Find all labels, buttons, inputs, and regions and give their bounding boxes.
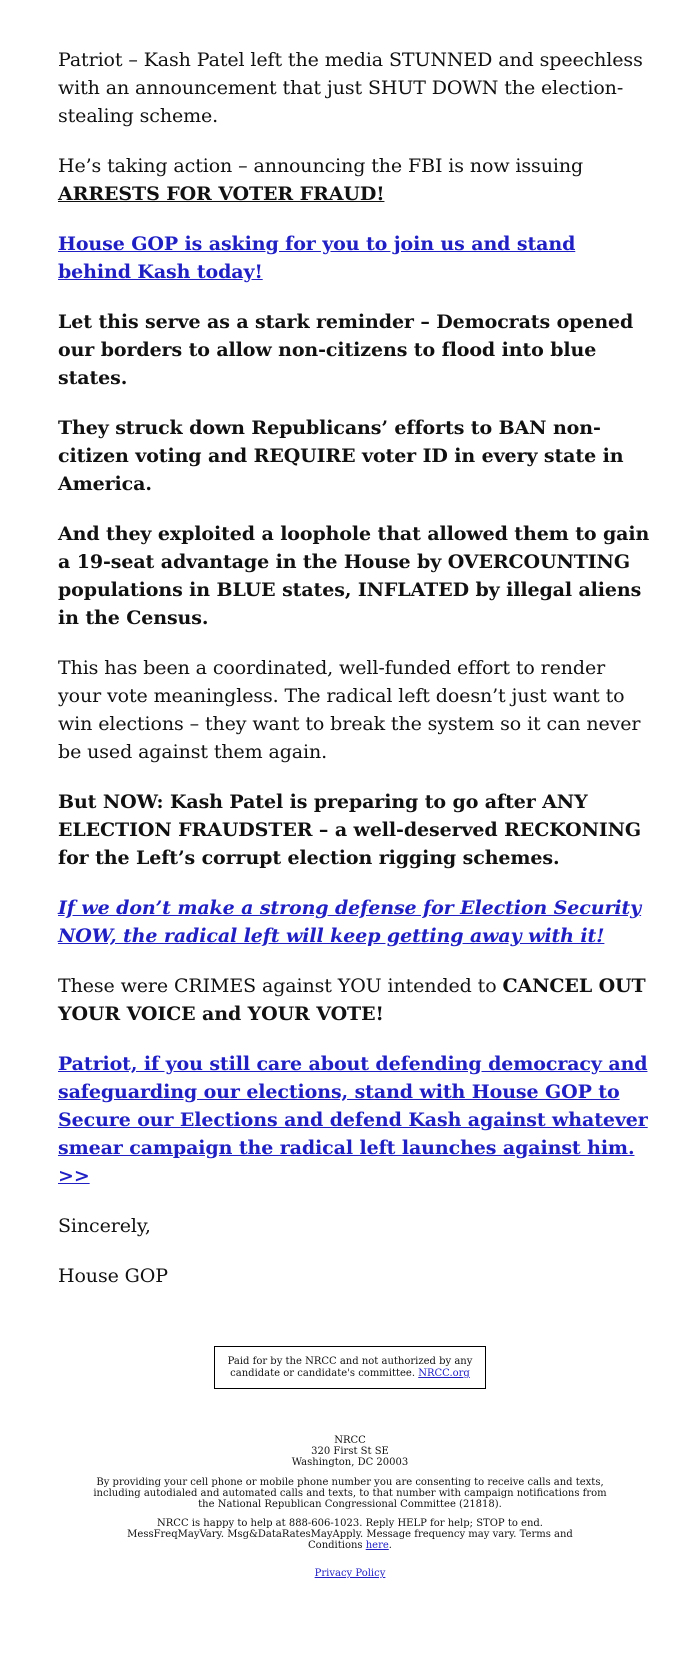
stand-behind-kash-paragraph (58, 230, 650, 286)
signature: House GOP (58, 1265, 168, 1287)
sms-consent-text: By providing your cell phone or mobile phone number you are consenting to receive calls and texts, including autodialed and automated calls and texts, to that number with campaign notifications from the National Republican Congressional Committee (21818). (93, 1477, 607, 1510)
election-security-paragraph (58, 894, 650, 950)
defend-kash-paragraph (58, 1050, 650, 1190)
census-paragraph: And they exploited a loophole that allowed them to gain a 19-seat advantage in the House by OVERCOUNTING populations in BLUE states, INFLATED by illegal aliens in the Census. (58, 523, 650, 629)
city-state-zip: Washington, DC 20003 (291, 1457, 409, 1468)
email-footer (0, 1346, 700, 1579)
fbi-paragraph-text: He’s taking action – announcing the FBI is now issuing (58, 155, 584, 177)
stand-behind-kash-link[interactable]: House GOP is asking for you to join us and stand behind Kash today! (58, 233, 576, 283)
arrests-emphasis: ARRESTS FOR VOTER FRAUD! (58, 183, 385, 205)
privacy-policy-link[interactable]: Privacy Policy (314, 1568, 386, 1579)
election-security-link[interactable]: If we don’t make a strong defense for Election Security NOW, the radical left will keep getting away with it! (58, 897, 642, 947)
disclaimer-text: Paid for by the NRCC and not authorized by any candidate or candidate's committee. (227, 1356, 473, 1379)
reminder-paragraph: Let this serve as a stark reminder – Democrats opened our borders to allow non-citizens to flood into blue states. (58, 311, 634, 389)
email-body (58, 0, 650, 1290)
mailing-address (0, 1435, 700, 1468)
reckoning-paragraph: But NOW: Kash Patel is preparing to go after ANY ELECTION FRAUDSTER – a well-deserved RECKONING for the Left’s corrupt election rigging schemes. (58, 791, 642, 869)
fbi-paragraph (58, 152, 650, 208)
street-address: 320 First St SE (311, 1446, 389, 1457)
help-info: NRCC is happy to help at 888-606-1023. Reply HELP for help; STOP to end. MessFreqMayVary. Msg&DataRatesMayApply. Message frequency may vary. Terms and Conditions (127, 1518, 573, 1551)
closing: Sincerely, (58, 1215, 151, 1237)
nrcc-org-link[interactable]: NRCC.org (418, 1368, 470, 1379)
crimes-paragraph (58, 972, 650, 1028)
org-name: NRCC (334, 1435, 366, 1446)
help-end: . (388, 1540, 392, 1551)
help-text (110, 1518, 590, 1551)
terms-here-link[interactable]: here (365, 1540, 389, 1551)
cancel-vote-emphasis: CANCEL OUT YOUR VOICE and YOUR VOTE! (58, 975, 646, 1025)
crimes-text: These were CRIMES against YOU intended to (58, 975, 503, 997)
coordinated-effort-paragraph: This has been a coordinated, well-funded effort to render your vote meaningless. The radical left doesn’t just want to win elections – they want to break the system so it can never be used against them again. (58, 657, 641, 763)
defend-kash-link[interactable]: Patriot, if you still care about defending democracy and safeguarding our elections, stand with House GOP to Secure our Elections and defend Kash against whatever smear campaign the radical left launches against him. >> (58, 1053, 648, 1187)
intro-paragraph: Patriot – Kash Patel left the media STUNNED and speechless with an announcement that just SHUT DOWN the election-stealing scheme. (58, 49, 643, 127)
voter-id-paragraph: They struck down Republicans’ efforts to BAN non-citizen voting and REQUIRE voter ID in every state in America. (58, 417, 624, 495)
paid-for-disclaimer (214, 1346, 486, 1389)
privacy-policy (0, 1568, 700, 1579)
